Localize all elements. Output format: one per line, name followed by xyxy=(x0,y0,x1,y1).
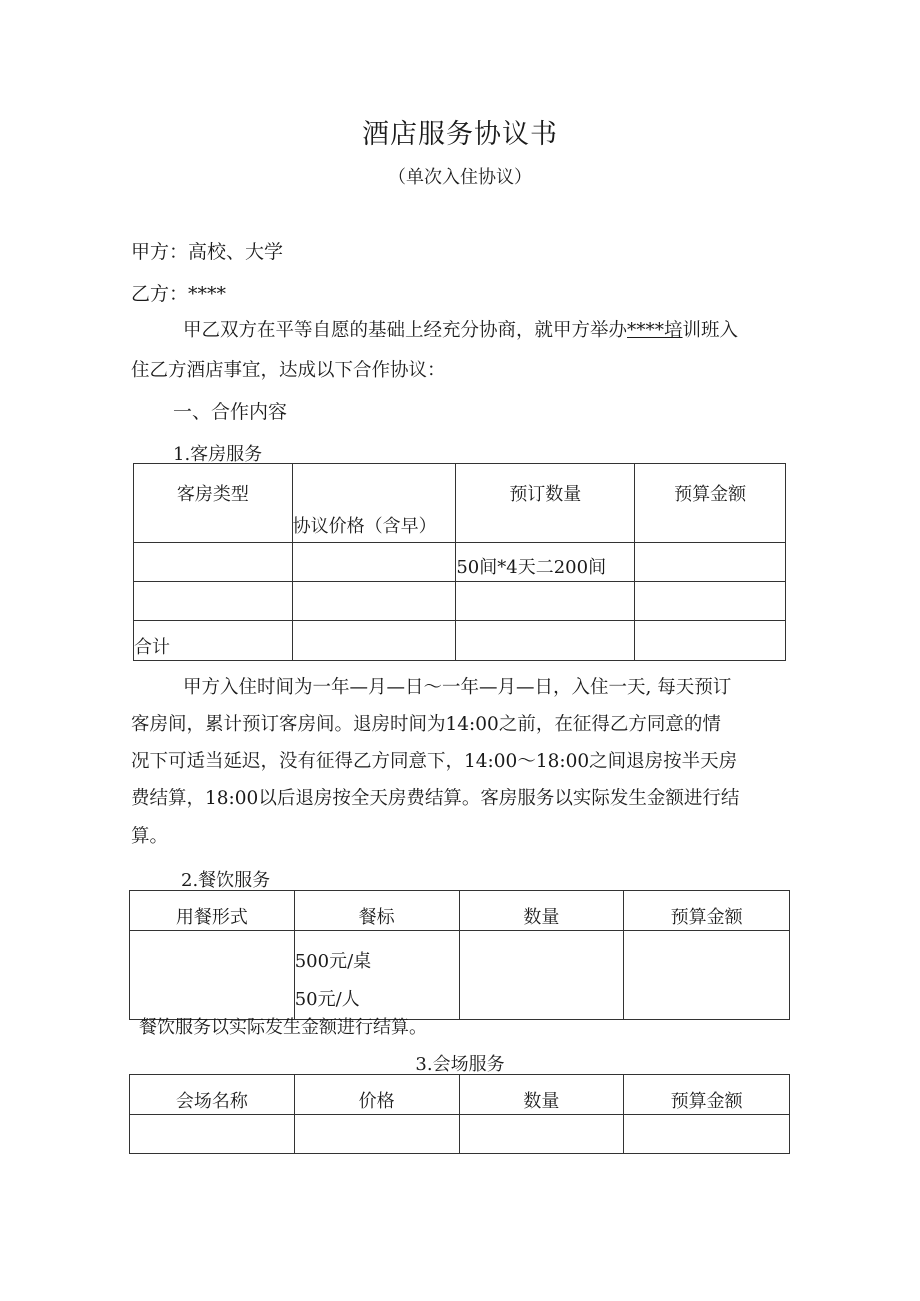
table-cell xyxy=(624,1115,790,1154)
table-cell xyxy=(635,543,786,582)
table-row xyxy=(134,582,786,621)
document-title: 酒店服务协议书 xyxy=(362,119,558,150)
room-service-heading: 1.客房服务 xyxy=(173,444,263,465)
table-cell xyxy=(130,1115,295,1154)
venue-service-heading: 3.会场服务 xyxy=(415,1054,505,1075)
intro-line-2: 住乙方酒店事宜，达成以下合作协议： xyxy=(131,360,446,381)
room-service-table xyxy=(133,463,786,661)
room-terms-line: 甲方入住时间为一年—月—日～一年—月—日，入住一天, 每天预订 xyxy=(183,677,732,698)
table-row xyxy=(130,1075,790,1115)
room-terms-line: 算。 xyxy=(131,826,169,847)
table-cell xyxy=(292,582,456,621)
table-cell xyxy=(456,582,635,621)
meal-standard-1: 500元/桌 xyxy=(294,951,372,972)
header-meal-budget: 预算金额 xyxy=(624,891,790,931)
venue-service-table xyxy=(129,1074,790,1154)
dining-service-table xyxy=(129,890,790,1020)
party-a: 甲方：高校、大学 xyxy=(131,241,284,263)
header-meal-quantity: 数量 xyxy=(459,891,624,931)
table-cell xyxy=(459,931,624,1020)
intro-suffix: 训班入 xyxy=(682,320,739,341)
table-cell xyxy=(134,543,293,582)
room-terms-line: 客房间，累计预订客房间。退房时间为14:00之前，在征得乙方同意的情 xyxy=(131,714,721,735)
meal-standard-cell xyxy=(294,931,459,1020)
room-terms-line: 况下可适当延迟，没有征得乙方同意下，14:00～18:00之间退房按半天房 xyxy=(131,751,738,772)
party-b: 乙方：**** xyxy=(131,283,227,305)
table-cell xyxy=(292,543,456,582)
table-row xyxy=(130,931,790,1020)
table-cell xyxy=(624,931,790,1020)
table-cell xyxy=(635,582,786,621)
header-venue-name: 会场名称 xyxy=(130,1075,295,1115)
header-venue-price: 价格 xyxy=(294,1075,459,1115)
table-row xyxy=(134,621,786,661)
header-meal-standard: 餐标 xyxy=(294,891,459,931)
table-cell xyxy=(635,621,786,661)
dining-note: 餐饮服务以实际发生金额进行结算。 xyxy=(139,1017,427,1038)
table-row xyxy=(130,1115,790,1154)
header-venue-quantity: 数量 xyxy=(459,1075,624,1115)
intro-line-1 xyxy=(183,316,738,342)
room-quantity-cell: 50间*4天二200间 xyxy=(456,543,635,582)
dining-service-heading: 2.餐饮服务 xyxy=(181,870,271,891)
document-subtitle: （单次入住协议） xyxy=(388,167,532,188)
table-row xyxy=(134,543,786,582)
header-meal-type: 用餐形式 xyxy=(130,891,295,931)
table-cell xyxy=(292,621,456,661)
header-venue-budget: 预算金额 xyxy=(624,1075,790,1115)
intro-prefix: 甲乙双方在平等自愿的基础上经充分协商，就甲方举办 xyxy=(183,320,628,341)
table-cell xyxy=(459,1115,624,1154)
table-cell xyxy=(456,621,635,661)
table-cell xyxy=(130,931,295,1020)
total-label: 合计 xyxy=(134,621,293,661)
header-budget: 预算金额 xyxy=(635,464,786,543)
meal-standard-2: 50元/人 xyxy=(294,989,360,1010)
room-terms-line: 费结算，18:00以后退房按全天房费结算。客房服务以实际发生金额进行结 xyxy=(131,788,740,809)
table-row xyxy=(130,891,790,931)
header-quantity: 预订数量 xyxy=(456,464,635,543)
table-cell xyxy=(134,582,293,621)
intro-underlined: ****培 xyxy=(627,320,683,341)
header-price: 协议价格（含早） xyxy=(292,464,456,543)
table-cell xyxy=(294,1115,459,1154)
header-room-type: 客房类型 xyxy=(134,464,293,543)
section-heading: 一、合作内容 xyxy=(173,401,288,423)
table-row xyxy=(134,464,786,543)
